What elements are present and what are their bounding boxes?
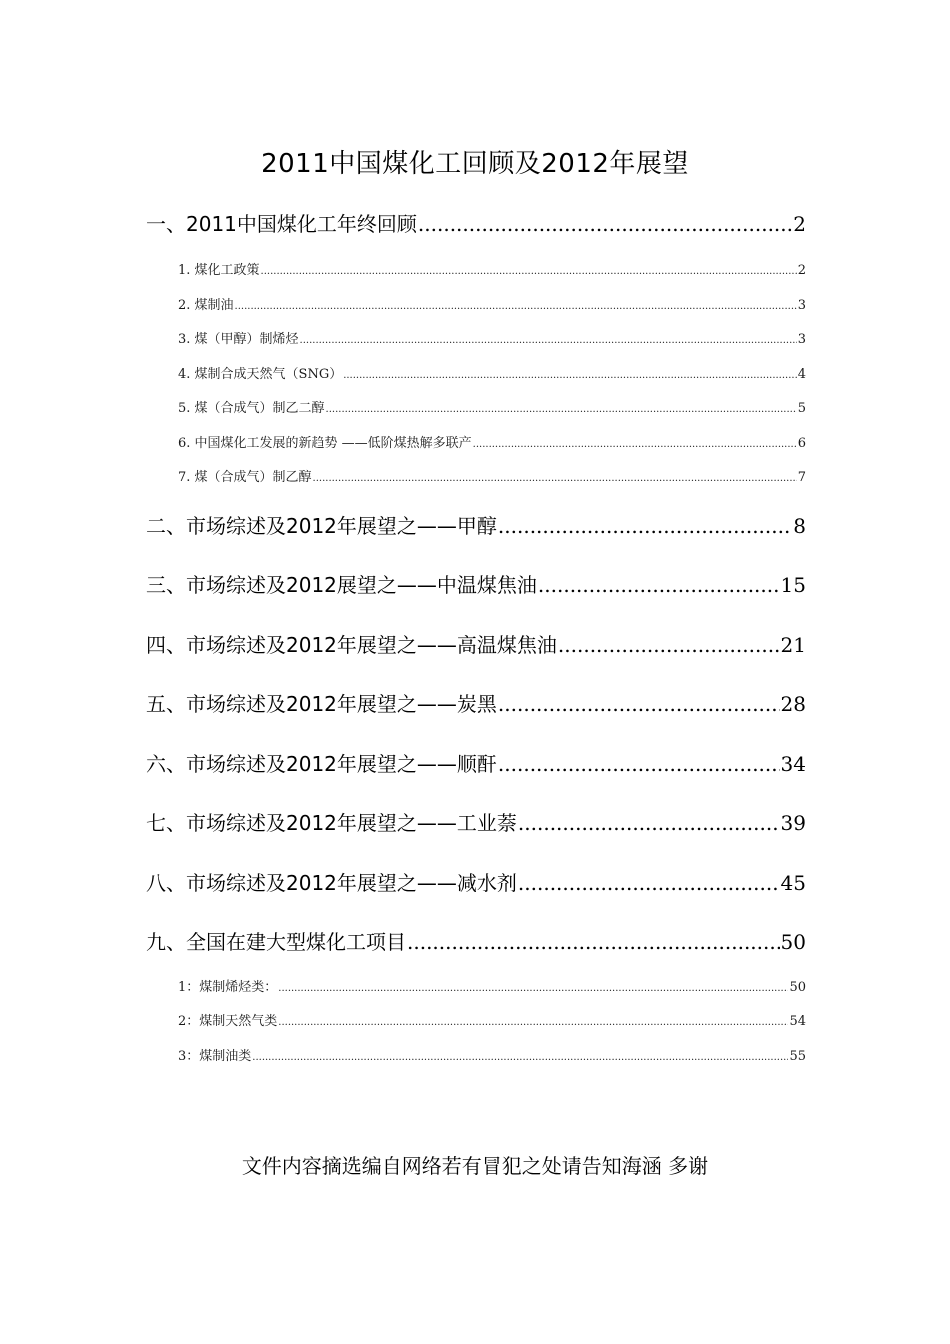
toc-leader-dots: [278, 1014, 788, 1032]
toc-entry[interactable]: [146, 571, 806, 599]
toc-entry[interactable]: [146, 512, 806, 540]
toc-leader-dots: [538, 571, 780, 599]
toc-page-number: 28: [780, 692, 806, 716]
toc-entry[interactable]: [146, 928, 806, 956]
toc-entry-label: 一、2011中国煤化工年终回顾: [146, 212, 417, 236]
toc-page-number: 8: [793, 514, 806, 538]
toc-entry-label: 六、市场综述及2012年展望之——顺酐: [146, 752, 497, 776]
toc-leader-dots: [313, 470, 797, 488]
toc-leader-dots: [498, 690, 780, 718]
toc-page-number: 21: [780, 633, 806, 657]
toc-entry[interactable]: [146, 210, 806, 238]
toc-page-number: 50: [780, 930, 806, 954]
document-title: 2011中国煤化工回顾及2012年展望: [261, 149, 689, 179]
toc-leader-dots: [518, 809, 780, 837]
footer-disclaimer: 文件内容摘选编自网络若有冒犯之处请告知海涵 多谢: [241, 1154, 709, 1178]
toc-entry[interactable]: [146, 809, 806, 837]
toc-subentry[interactable]: [178, 979, 806, 998]
toc-entry[interactable]: [146, 690, 806, 718]
toc-page-number: 39: [780, 811, 806, 835]
toc-leader-dots: [473, 436, 797, 454]
toc-entry-label: 二、市场综述及2012年展望之——甲醇: [146, 514, 497, 538]
toc-subentry[interactable]: [178, 1013, 806, 1032]
toc-subentry[interactable]: [178, 331, 806, 350]
toc-subentry-label: 1. 煤化工政策: [178, 263, 260, 278]
toc-page-number: 15: [780, 573, 806, 597]
toc-page-number: 6: [797, 436, 806, 451]
toc-page-number: 2: [793, 212, 806, 236]
toc-subentry[interactable]: [178, 262, 806, 281]
toc-page-number: 50: [789, 980, 806, 995]
toc-page-number: 2: [797, 263, 806, 278]
toc-entry-label: 七、市场综述及2012年展望之——工业萘: [146, 811, 517, 835]
toc-leader-dots: [558, 631, 780, 659]
toc-entry-label: 三、市场综述及2012展望之——中温煤焦油: [146, 573, 537, 597]
toc-subentry-label: 5. 煤（合成气）制乙二醇: [178, 401, 325, 416]
toc-subentry-label: 1：煤制烯烃类：: [178, 980, 278, 995]
toc-leader-dots: [278, 980, 788, 998]
toc-page-number: 4: [797, 367, 806, 382]
toc-subentry-label: 4. 煤制合成天然气（SNG）: [178, 367, 343, 382]
toc-leader-dots: [235, 298, 797, 316]
toc-subentry[interactable]: [178, 1048, 806, 1067]
toc-leader-dots: [343, 367, 797, 385]
toc-page-number: 54: [789, 1014, 806, 1029]
toc-leader-dots: [498, 750, 780, 778]
toc-subentry-label: 2. 煤制油: [178, 298, 234, 313]
toc-leader-dots: [300, 332, 797, 350]
toc-leader-dots: [252, 1049, 788, 1067]
toc-leader-dots: [518, 869, 780, 897]
toc-page-number: 55: [789, 1049, 806, 1064]
toc-entry-label: 八、市场综述及2012年展望之——减水剂: [146, 871, 517, 895]
toc-subentry[interactable]: [178, 435, 806, 454]
toc-subentry[interactable]: [178, 297, 806, 316]
toc-entry[interactable]: [146, 750, 806, 778]
toc-entry[interactable]: [146, 631, 806, 659]
toc-entry[interactable]: [146, 869, 806, 897]
toc-leader-dots: [418, 210, 792, 238]
toc-page-number: 3: [797, 332, 806, 347]
toc-page-number: 5: [797, 401, 806, 416]
toc-subentry[interactable]: [178, 469, 806, 488]
toc-subentry-label: 3：煤制油类: [178, 1049, 252, 1064]
toc-entry-label: 九、全国在建大型煤化工项目: [146, 930, 406, 954]
toc-leader-dots: [498, 512, 792, 540]
toc-page-number: 3: [797, 298, 806, 313]
toc-page-number: 45: [780, 871, 806, 895]
toc-entry-label: 五、市场综述及2012年展望之——炭黑: [146, 692, 497, 716]
toc-entry-label: 四、市场综述及2012年展望之——高温煤焦油: [146, 633, 557, 657]
toc-subentry-label: 3. 煤（甲醇）制烯烃: [178, 332, 299, 347]
toc-subentry[interactable]: [178, 400, 806, 419]
toc-page-number: 34: [780, 752, 806, 776]
toc-leader-dots: [326, 401, 797, 419]
toc-page-number: 7: [797, 470, 806, 485]
toc-leader-dots: [261, 263, 797, 281]
toc-leader-dots: [407, 928, 780, 956]
toc-subentry-label: 7. 煤（合成气）制乙醇: [178, 470, 312, 485]
toc-subentry-label: 2：煤制天然气类: [178, 1014, 278, 1029]
toc-subentry[interactable]: [178, 366, 806, 385]
toc-subentry-label: 6. 中国煤化工发展的新趋势 ——低阶煤热解多联产: [178, 436, 472, 451]
